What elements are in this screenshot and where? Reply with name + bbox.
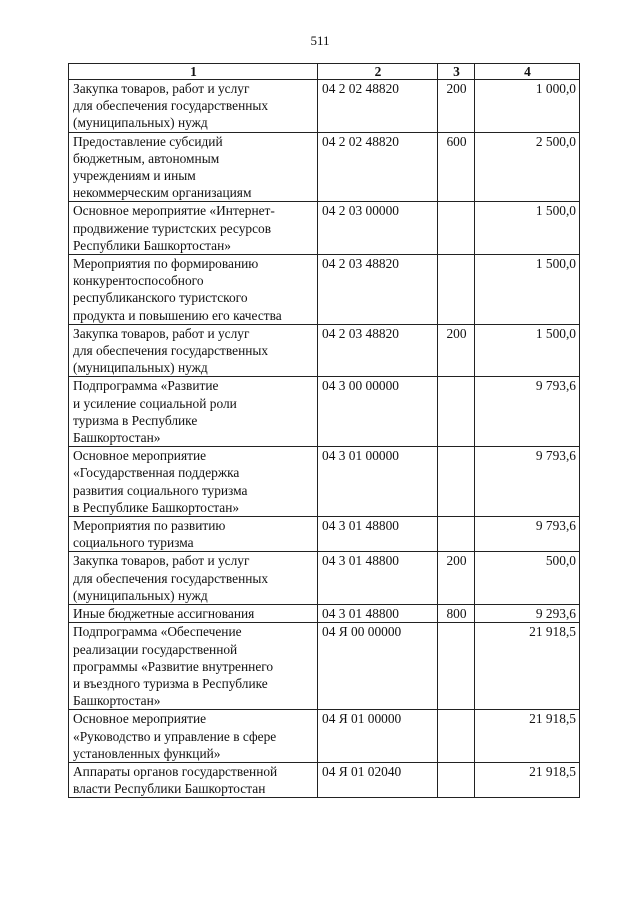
row-name-cell (69, 605, 318, 623)
row-name-cell-text: Закупка товаров, работ и услуг для обеспечения государственных (муниципальных) нужд (73, 81, 269, 131)
row-amount-cell (475, 605, 580, 623)
table-row (69, 324, 580, 377)
table-row (69, 202, 580, 255)
row-code-cell (318, 324, 438, 377)
row-name-cell-text: Мероприятия по развитию социального туризма (73, 518, 226, 551)
column-header-1: 1 (69, 64, 318, 80)
row-name-cell (69, 710, 318, 763)
row-amount-cell (475, 623, 580, 710)
row-expense-type-cell (438, 377, 475, 447)
row-code-cell (318, 552, 438, 605)
row-expense-type-cell (438, 552, 475, 605)
row-name-cell (69, 377, 318, 447)
row-amount-cell-text: 21 918,5 (529, 763, 576, 779)
row-expense-type-cell (438, 202, 475, 255)
table-row (69, 80, 580, 133)
row-expense-type-cell (438, 762, 475, 797)
table-body (69, 80, 580, 798)
row-amount-cell-text: 1 000,0 (535, 81, 576, 96)
row-amount-cell (475, 710, 580, 763)
row-amount-cell (475, 132, 580, 202)
column-header-3: 3 (438, 64, 475, 80)
page-number: 511 (310, 33, 330, 48)
row-code-cell-text: 04 Я 01 00000 (322, 711, 402, 727)
row-amount-cell-text: 1 500,0 (535, 256, 576, 272)
row-name-cell (69, 132, 318, 202)
row-expense-type-cell (438, 710, 475, 763)
row-amount-cell-text: 2 500,0 (535, 133, 576, 149)
row-code-cell (318, 132, 438, 202)
row-code-cell (318, 623, 438, 710)
row-code-cell-text: 04 Я 01 02040 (322, 763, 402, 779)
row-name-cell (69, 202, 318, 255)
row-expense-type-cell-text: 200 (446, 325, 467, 341)
row-code-cell (318, 202, 438, 255)
row-expense-type-cell (438, 80, 475, 133)
row-expense-type-cell (438, 447, 475, 517)
table-row (69, 517, 580, 552)
row-expense-type-cell (438, 517, 475, 552)
row-code-cell (318, 447, 438, 517)
row-code-cell (318, 710, 438, 763)
row-expense-type-cell-text: 200 (446, 81, 467, 96)
row-expense-type-cell (438, 605, 475, 623)
row-name-cell-text: Закупка товаров, работ и услуг для обеспечения государственных (муниципальных) нужд (73, 325, 269, 376)
table-row (69, 605, 580, 623)
row-name-cell-text: Подпрограмма «Развитие и усиление социальной роли туризма в Республике Башкортостан» (73, 378, 237, 446)
table-row (69, 132, 580, 202)
row-name-cell (69, 552, 318, 605)
row-name-cell-text: Аппараты органов государственной власти Республики Башкортостан (73, 763, 278, 797)
row-amount-cell (475, 377, 580, 447)
row-name-cell (69, 324, 318, 377)
row-code-cell-text: 04 3 01 48800 (322, 553, 399, 569)
row-name-cell-text: Иные бюджетные ассигнования (73, 606, 255, 622)
row-amount-cell (475, 762, 580, 797)
row-expense-type-cell-text: 800 (446, 606, 467, 622)
row-code-cell-text: 04 Я 00 00000 (322, 624, 402, 640)
row-code-cell (318, 605, 438, 623)
row-name-cell (69, 447, 318, 517)
row-name-cell (69, 80, 318, 133)
row-expense-type-cell-text: 200 (446, 553, 467, 569)
table-row (69, 623, 580, 710)
row-code-cell-text: 04 2 02 48820 (322, 133, 399, 149)
row-name-cell-text: Закупка товаров, работ и услуг для обеспечения государственных (муниципальных) нужд (73, 553, 269, 603)
row-expense-type-cell (438, 324, 475, 377)
row-name-cell (69, 623, 318, 710)
row-code-cell-text: 04 2 03 00000 (322, 203, 399, 219)
row-amount-cell (475, 447, 580, 517)
row-name-cell-text: Мероприятия по формированию конкурентоспособного республиканского туристского продукта и повышению его качества (73, 256, 282, 323)
row-name-cell-text: Основное мероприятие «Государственная поддержка развития социального туризма в Республике Башкортостан» (73, 448, 248, 515)
row-name-cell (69, 517, 318, 552)
row-name-cell-text: Основное мероприятие «Руководство и управление в сфере установленных функций» (73, 711, 277, 761)
row-amount-cell (475, 255, 580, 325)
row-code-cell (318, 762, 438, 797)
row-amount-cell-text: 500,0 (545, 553, 576, 569)
budget-table (68, 63, 580, 798)
row-code-cell-text: 04 2 03 48820 (322, 256, 399, 272)
row-code-cell (318, 517, 438, 552)
row-expense-type-cell-text: 600 (446, 133, 467, 149)
row-amount-cell-text: 9 793,6 (535, 378, 576, 394)
row-code-cell-text: 04 2 02 48820 (322, 81, 399, 96)
row-name-cell-text: Основное мероприятие «Интернет- продвижение туристских ресурсов Республики Башкортостан» (73, 203, 275, 253)
row-code-cell-text: 04 3 01 00000 (322, 448, 399, 464)
row-name-cell-text: Подпрограмма «Обеспечение реализации государственной программы «Развитие внутреннего и въездного туризма в Республике Башкортостан» (73, 624, 274, 709)
column-header-4: 4 (475, 64, 580, 80)
row-amount-cell (475, 324, 580, 377)
row-name-cell (69, 255, 318, 325)
row-code-cell-text: 04 3 00 00000 (322, 378, 399, 394)
row-code-cell-text: 04 3 01 48800 (322, 518, 399, 534)
table-row (69, 710, 580, 763)
row-code-cell (318, 80, 438, 133)
row-amount-cell-text: 9 293,6 (535, 606, 576, 622)
row-name-cell-text: Предоставление субсидий бюджетным, автономным учреждениям и иным некоммерческим организациям (73, 133, 252, 201)
table-row (69, 762, 580, 797)
row-amount-cell-text: 21 918,5 (529, 711, 576, 727)
row-amount-cell (475, 552, 580, 605)
row-amount-cell-text: 9 793,6 (535, 518, 576, 534)
table-row (69, 552, 580, 605)
row-amount-cell-text: 1 500,0 (535, 325, 576, 341)
row-code-cell-text: 04 3 01 48800 (322, 606, 399, 622)
row-amount-cell-text: 1 500,0 (535, 203, 576, 219)
row-amount-cell-text: 9 793,6 (535, 448, 576, 464)
column-header-2: 2 (318, 64, 438, 80)
row-amount-cell (475, 202, 580, 255)
row-expense-type-cell (438, 132, 475, 202)
row-amount-cell (475, 517, 580, 552)
row-code-cell (318, 255, 438, 325)
table-row (69, 377, 580, 447)
row-amount-cell-text: 21 918,5 (529, 624, 576, 640)
row-expense-type-cell (438, 255, 475, 325)
row-amount-cell (475, 80, 580, 133)
table-header-row (69, 64, 580, 80)
row-code-cell-text: 04 2 03 48820 (322, 325, 399, 341)
row-expense-type-cell (438, 623, 475, 710)
table-row (69, 447, 580, 517)
row-code-cell (318, 377, 438, 447)
row-name-cell (69, 762, 318, 797)
table-row (69, 255, 580, 325)
